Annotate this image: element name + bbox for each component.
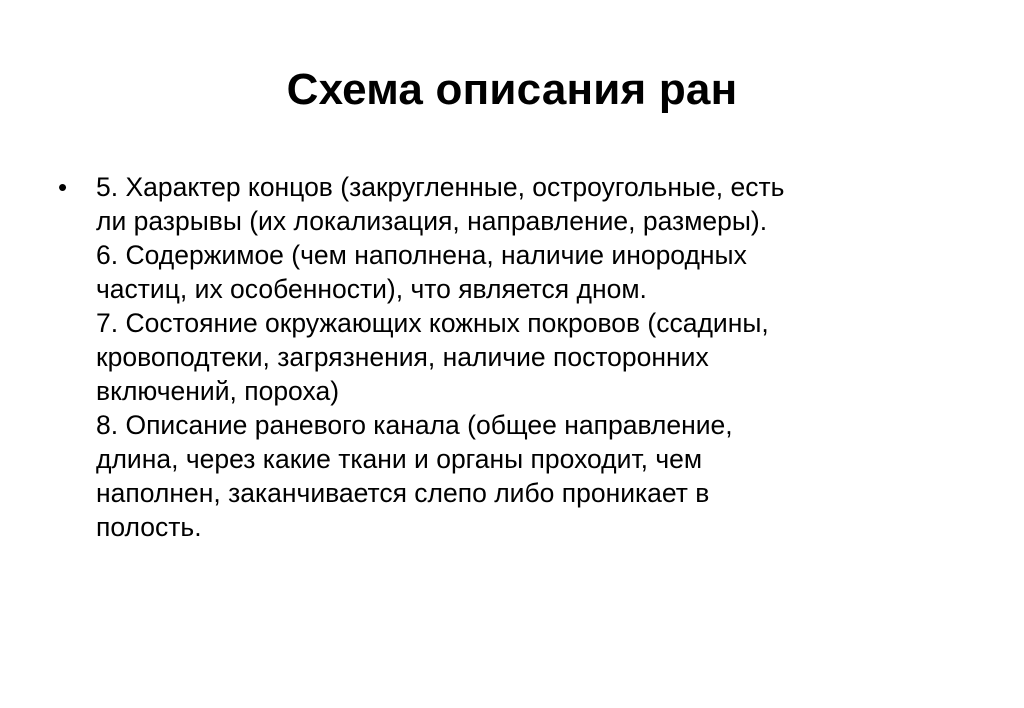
- text-line: 7. Состояние окружающих кожных покровов (ссадины,: [96, 308, 769, 338]
- text-line: частиц, их особенности), что является дном.: [96, 274, 647, 304]
- text-line: кровоподтеки, загрязнения, наличие посторонних: [96, 342, 709, 372]
- text-line: наполнен, заканчивается слепо либо проникает в: [96, 478, 710, 508]
- text-line: 6. Содержимое (чем наполнена, наличие инородных: [96, 240, 747, 270]
- text-line: 8. Описание раневого канала (общее направление,: [96, 410, 733, 440]
- text-line: 5. Характер концов (закругленные, остроугольные, есть: [96, 172, 785, 202]
- bullet-icon: •: [58, 172, 68, 202]
- slide-title: Схема описания ран: [286, 65, 738, 114]
- text-line: полость.: [96, 512, 202, 542]
- bullet-text: [96, 170, 948, 544]
- text-line: ли разрывы (их локализация, направление, размеры).: [96, 206, 768, 236]
- bullet-item: [58, 170, 948, 544]
- text-line: длина, через какие ткани и органы проходит, чем: [96, 444, 703, 474]
- slide-content: [58, 170, 948, 544]
- text-line: включений, пороха): [96, 376, 340, 406]
